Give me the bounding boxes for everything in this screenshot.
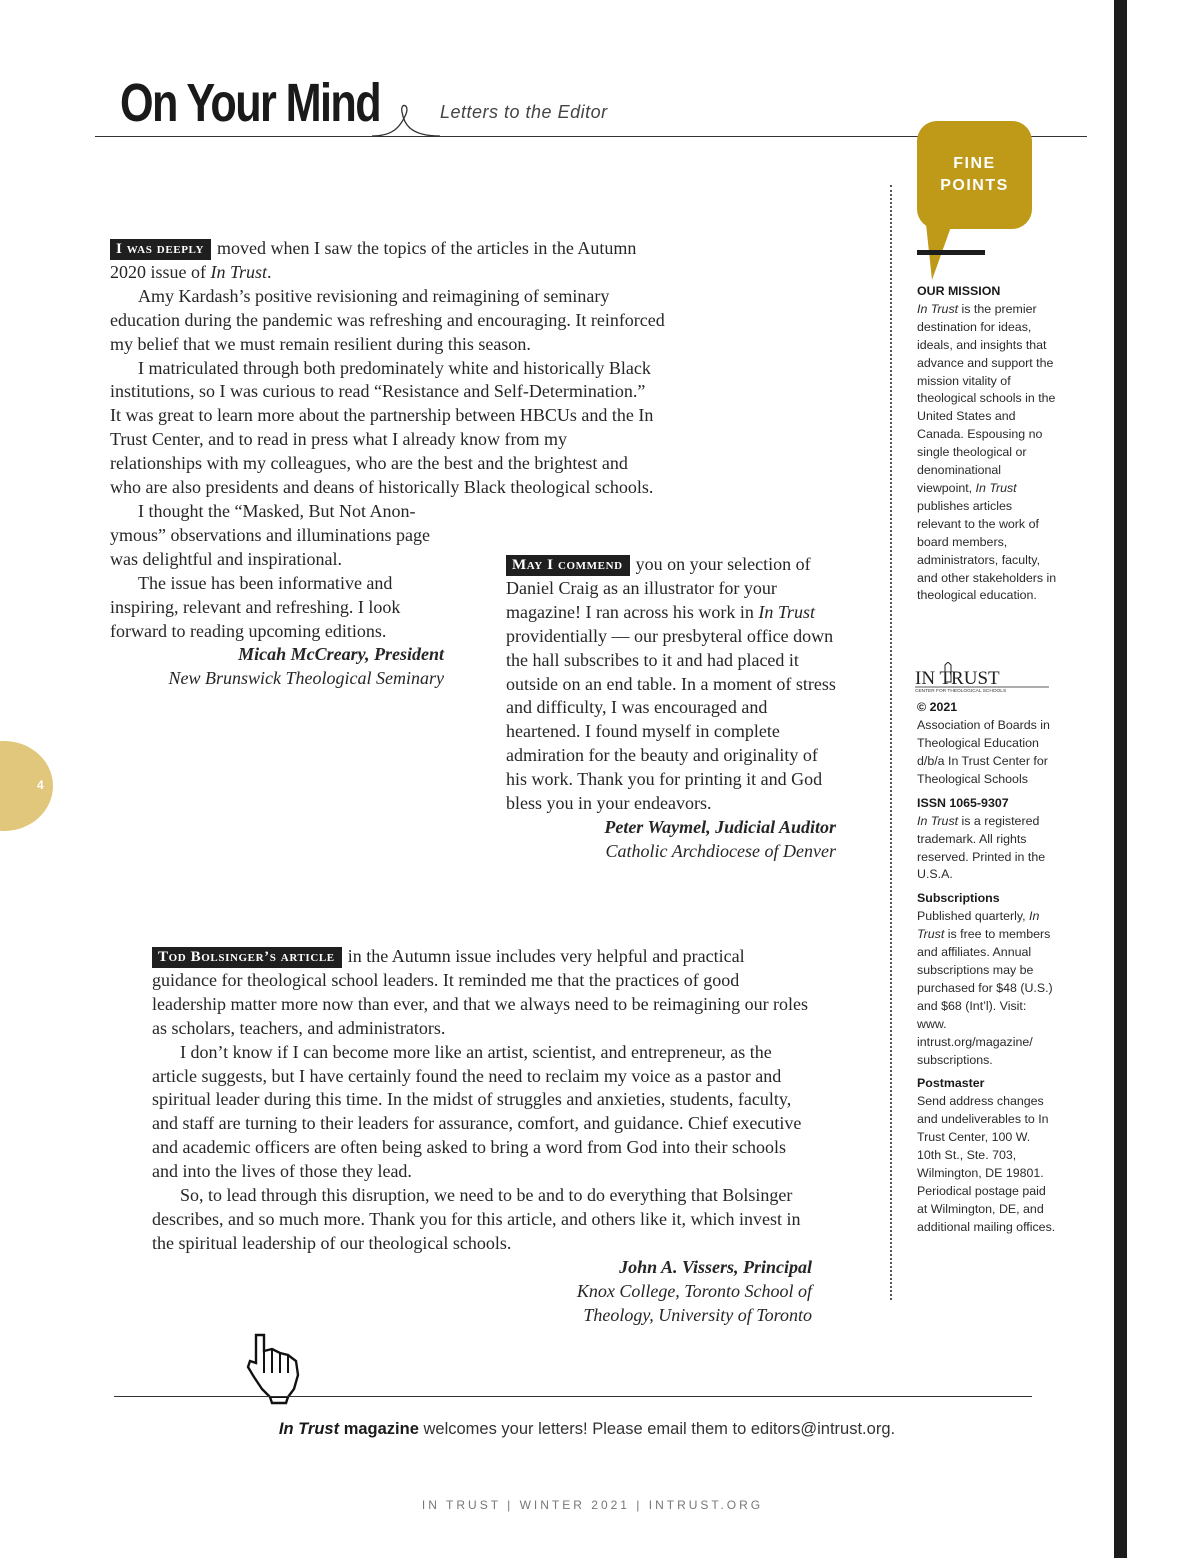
- signature-name: John A. Vissers, Principal: [619, 1256, 812, 1277]
- in-trust-logo: [915, 662, 1055, 694]
- postmaster-heading: Postmaster: [917, 1076, 985, 1091]
- magazine-name: In Trust: [917, 813, 959, 828]
- signature-name: Peter Waymel, Judicial Auditor: [604, 816, 836, 837]
- letter-text: .: [267, 261, 272, 282]
- signature-name: Micah McCreary, President: [238, 644, 444, 665]
- signature-org: Catholic Archdiocese of Denver: [605, 840, 836, 861]
- letter-paragraph: I matriculated through both predominately white and historically Black institutions, so I was curious to read “Resistance and Self-Determination.” It was great to learn more about the partnership between HBCUs and the In Trust Center, and to read in press what I already know from my relationships with my colleagues, who are the best and the brightest and who are also presidents and deans of historically Black theological schools.: [110, 357, 654, 498]
- issn-heading: ISSN 1065-9307: [917, 795, 1009, 810]
- letter-paragraph: I don’t know if I can become more like an artist, scientist, and entrepreneur, as the article suggests, but I have certainly found the need to reclaim my voice as a pastor and spiritual leader during this time. In the midst of struggles and anxieties, students, faculty, and staff are turning to their leaders for assurance, comfort, and guidance. Chief executive and academic officers are often being asked to bring a word from God into their schools and into the lives of those they lead.: [152, 1041, 802, 1182]
- magazine-name: In Trust: [975, 480, 1017, 495]
- fine-points-line: POINTS: [940, 177, 1009, 194]
- letter-vissers: [152, 945, 812, 1328]
- invitation-bold: magazine: [339, 1420, 419, 1438]
- page-edge-bar: [1114, 0, 1127, 1558]
- mission-heading: OUR MISSION: [917, 284, 1001, 298]
- issn-body: is a registered trademark. All rights reserved. Printed in the U.S.A.: [917, 813, 1046, 882]
- mission-body: is the premier destination for ideas, ideals, and insights that advance and support the mission vitality of theological schools in the United States and Canada. Espousing no single theological or denominational viewpoint,: [917, 301, 1056, 495]
- subscriptions-text: [917, 908, 1057, 1069]
- letter-lead-in: May I commend: [506, 555, 630, 576]
- letters-invitation: [0, 1420, 1174, 1439]
- fine-points-label: [917, 153, 1032, 197]
- footer-rule: [114, 1396, 1032, 1397]
- letter-text: providentially — our presbyteral office down the hall subscribes to it and had placed it outside on an end table. In a moment of stress and difficulty, I was encouraged and heartened. I found myself in complete admiration for the beauty and originality of his work. Thank you for printing it and God bless you in your endeavors.: [506, 625, 836, 814]
- logo-tagline: CENTER FOR THEOLOGICAL SCHOOLS: [915, 689, 1007, 694]
- mission-body: publishes articles relevant to the work of board members, administrators, faculty, and other stakeholders in theological education.: [917, 498, 1057, 603]
- sidebar-accent-bar: [917, 250, 985, 255]
- issn-text: [917, 813, 1057, 885]
- magazine-name: In Trust: [210, 261, 268, 282]
- subscriptions-body: is free to members and affiliates. Annual subscriptions may be purchased for $48 (U.S.) and $68 (Int’l). Visit: www. intrust.org/magazine/ subscriptions.: [917, 927, 1053, 1067]
- page-folio: IN TRUST | WINTER 2021 | INTRUST.ORG: [421, 1498, 764, 1512]
- page-title: On Your Mind: [120, 73, 380, 133]
- magazine-name: In Trust: [917, 301, 959, 316]
- copyright-text: Association of Boards in Theological Education d/b/a In Trust Center for Theological Schools: [917, 718, 1050, 786]
- letter-lead-in: I was deeply: [110, 239, 211, 260]
- magazine-name: In Trust: [758, 601, 815, 622]
- page-subtitle: Letters to the Editor: [440, 102, 608, 122]
- letter-paragraph: The issue has been informative and inspiring, relevant and refreshing. I look forward to reading upcoming editions.: [110, 572, 401, 641]
- sidebar-divider: [890, 185, 892, 1300]
- page-number: 4: [37, 778, 44, 792]
- letter-text: in the Autumn issue includes very helpful and practical guidance for theological school leaders. It reminded me that the practices of good leadership matter more now than ever, and that we always need to be reimagining our roles as scholars, teachers, and administrators.: [152, 946, 809, 1038]
- letter-text: moved when I saw the topics of the articles in the Autumn 2020 issue of: [110, 238, 637, 282]
- subscriptions-heading: Subscriptions: [917, 891, 1000, 906]
- sidebar-colophon: [917, 283, 1057, 1243]
- logo-wordmark: IN TRUST: [915, 668, 1000, 689]
- fine-points-line: FINE: [953, 155, 996, 172]
- page-number-tab: [0, 741, 53, 831]
- pointing-hand-icon: [244, 1333, 302, 1405]
- letter-paragraph: I thought the “Masked, But Not Anonymous” observations and illuminations page was delightful and inspirational.: [110, 500, 430, 569]
- invitation-text: welcomes your letters! Please email them to editors@intrust.org.: [418, 1420, 896, 1438]
- magazine-name: In Trust: [278, 1420, 340, 1438]
- mission-text: [917, 301, 1057, 605]
- letter-paragraph: Amy Kardash’s positive revisioning and reimagining of seminary education during the pandemic was refreshing and encouraging. It reinforced my belief that we must remain resilient during this season.: [110, 285, 665, 354]
- subscriptions-body: Published quarterly,: [917, 909, 1030, 924]
- signature-org: Theology, University of Toronto: [583, 1304, 812, 1325]
- letter-lead-in: Tod Bolsinger’s article: [152, 947, 342, 968]
- magazine-name: In Trust: [917, 909, 1040, 942]
- letter-paragraph: So, to lead through this disruption, we need to be and to do everything that Bolsinger describes, and so much more. Thank you for this article, and others like it, which invest in the spiritual leadership of our theological schools.: [152, 1185, 801, 1253]
- postmaster-text: Send address changes and undeliverables to In Trust Center, 100 W. 10th St., Ste. 703, Wilmington, DE 19801. Periodical postage paid at Wilmington, DE, and additional mailing offices.: [917, 1094, 1056, 1234]
- signature-org: Knox College, Toronto School of: [576, 1280, 812, 1301]
- signature-org: New Brunswick Theological Seminary: [168, 668, 444, 689]
- copyright-heading: © 2021: [917, 700, 958, 715]
- letter-text: you on your selection of Daniel Craig as an illustrator for your magazine! I ran across his work in: [506, 554, 811, 622]
- letter-waymel: [506, 553, 836, 864]
